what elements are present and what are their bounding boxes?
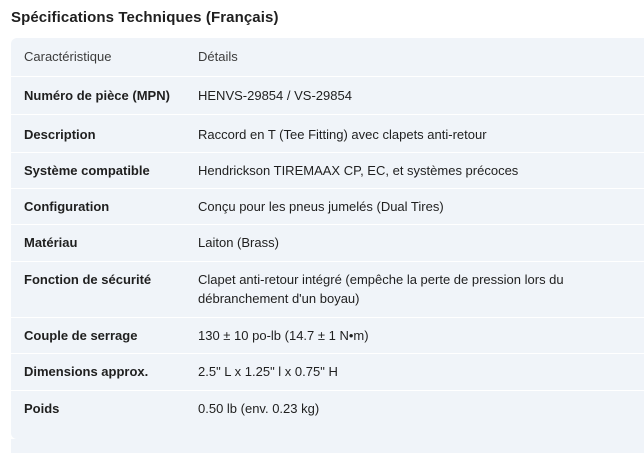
row-value: Laiton (Brass) [198, 225, 644, 262]
row-key: Dimensions approx. [11, 354, 198, 391]
row-key: Poids [11, 391, 198, 427]
row-value: Raccord en T (Tee Fitting) avec clapets anti-retour [198, 115, 644, 153]
spec-table-container [11, 38, 644, 439]
table-row [11, 262, 644, 318]
column-header-characteristic: Caractéristique [24, 49, 112, 64]
table-row [11, 354, 644, 391]
row-key: Système compatible [11, 153, 198, 189]
row-key: Configuration [11, 189, 198, 225]
row-key: Couple de serrage [11, 318, 198, 354]
table-row [11, 115, 644, 153]
row-value: HENVS-29854 / VS-29854 [198, 77, 644, 115]
column-header-details: Détails [198, 49, 238, 64]
row-value: 2.5" L x 1.25" l x 0.75" H [198, 354, 644, 391]
row-key: Fonction de sécurité [11, 262, 198, 318]
table-header-row [11, 38, 644, 77]
row-key: Matériau [11, 225, 198, 262]
table-row [11, 391, 644, 427]
table-row [11, 77, 644, 115]
row-value: Clapet anti-retour intégré (empêche la perte de pression lors du débranchement d'un boyau) [198, 262, 644, 318]
table-row [11, 225, 644, 262]
table-row [11, 153, 644, 189]
page-title: Spécifications Techniques (Français) [11, 9, 279, 26]
spec-table [11, 38, 644, 426]
row-value: 0.50 lb (env. 0.23 kg) [198, 391, 644, 427]
row-key: Description [11, 115, 198, 153]
table-bottom-edge [11, 439, 644, 453]
row-value: Conçu pour les pneus jumelés (Dual Tires) [198, 189, 644, 225]
row-value: Hendrickson TIREMAAX CP, EC, et systèmes précoces [198, 153, 644, 189]
row-key: Numéro de pièce (MPN) [11, 77, 198, 115]
table-row [11, 318, 644, 354]
row-value: 130 ± 10 po-lb (14.7 ± 1 N•m) [198, 318, 644, 354]
table-row [11, 189, 644, 225]
